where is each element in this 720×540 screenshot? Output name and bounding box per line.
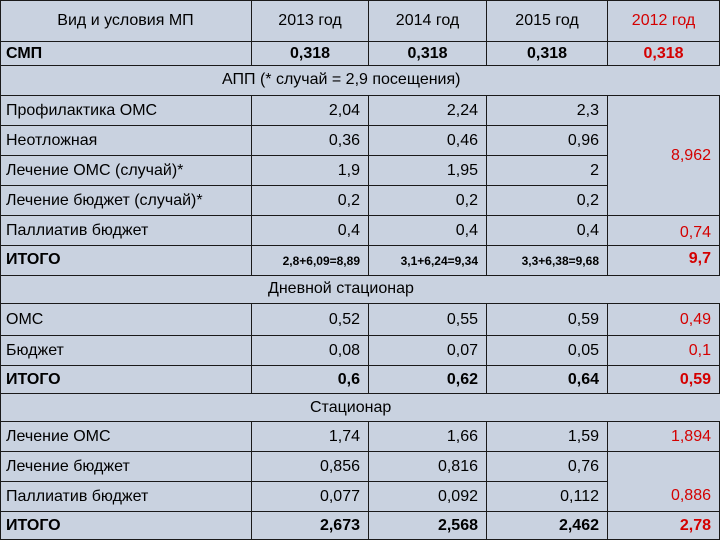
cell-value: 0,856 <box>252 452 369 482</box>
cell-value: 0,07 <box>369 336 487 366</box>
cell-value: 2,24 <box>369 96 487 126</box>
cell-value: 0,6 <box>252 366 369 394</box>
cell-value: 0,49 <box>608 304 720 336</box>
cell-value: 2,673 <box>252 512 369 540</box>
cell-value: 0,318 <box>487 42 608 66</box>
cell-value: 0,112 <box>487 482 608 512</box>
cell-value: 0,74 <box>608 216 720 246</box>
cell-value: 2,8+6,09=8,89 <box>252 246 369 276</box>
cell-value: 0,2 <box>252 186 369 216</box>
cell-value: 0,4 <box>252 216 369 246</box>
cell-value: 2,568 <box>369 512 487 540</box>
cell-value: 0,2 <box>369 186 487 216</box>
cell-value: 1,74 <box>252 422 369 452</box>
header-2013: 2013 год <box>252 0 369 42</box>
section-title: АПП (* случай = 2,9 посещения) <box>222 71 461 88</box>
cell-value-merged: 8,962 <box>608 96 720 216</box>
cell-value: 0,59 <box>608 366 720 394</box>
cell-value: 2,04 <box>252 96 369 126</box>
row-label: ОМС <box>0 304 252 336</box>
cell-value-merged: 0,886 <box>608 452 720 512</box>
cell-value: 3,3+6,38=9,68 <box>487 246 608 276</box>
row-label: Бюджет <box>0 336 252 366</box>
row-label: Паллиатив бюджет <box>0 216 252 246</box>
cell-value: 0,08 <box>252 336 369 366</box>
cell-value: 0,318 <box>608 42 720 66</box>
cell-value: 2,78 <box>608 512 720 540</box>
cell-value: 0,1 <box>608 336 720 366</box>
cell-value: 1,894 <box>608 422 720 452</box>
section-header-app <box>0 66 720 96</box>
cell-value: 0,077 <box>252 482 369 512</box>
cell-value: 0,4 <box>369 216 487 246</box>
cell-value: 0,092 <box>369 482 487 512</box>
cell-value: 1,66 <box>369 422 487 452</box>
header-2012: 2012 год <box>608 0 720 42</box>
cell-value: 0,55 <box>369 304 487 336</box>
total-label: ИТОГО <box>0 366 252 394</box>
cell-value: 0,59 <box>487 304 608 336</box>
row-label: Профилактика ОМС <box>0 96 252 126</box>
cell-value: 0,64 <box>487 366 608 394</box>
cell-value: 2,462 <box>487 512 608 540</box>
cell-value: 0,318 <box>369 42 487 66</box>
cell-value: 0,318 <box>252 42 369 66</box>
section-header-day <box>0 276 720 304</box>
row-label: Лечение ОМС (случай)* <box>0 156 252 186</box>
cell-value: 0,4 <box>487 216 608 246</box>
cell-value: 2,3 <box>487 96 608 126</box>
cell-value: 0,05 <box>487 336 608 366</box>
cell-value: 0,52 <box>252 304 369 336</box>
cell-value: 2 <box>487 156 608 186</box>
cell-value: 9,7 <box>608 246 720 276</box>
section-title: Дневной стационар <box>268 280 414 297</box>
row-label: Лечение бюджет <box>0 452 252 482</box>
cell-value: 0,46 <box>369 126 487 156</box>
header-label: Вид и условия МП <box>0 0 252 42</box>
header-2015: 2015 год <box>487 0 608 42</box>
cell-value: 0,62 <box>369 366 487 394</box>
total-label: ИТОГО <box>0 246 252 276</box>
section-header-hospital <box>0 394 720 422</box>
row-label: Неотложная <box>0 126 252 156</box>
row-label: Лечение бюджет (случай)* <box>0 186 252 216</box>
cell-value: 1,59 <box>487 422 608 452</box>
cell-value: 1,9 <box>252 156 369 186</box>
total-label: ИТОГО <box>0 512 252 540</box>
cell-value: 0,96 <box>487 126 608 156</box>
row-label: Паллиатив бюджет <box>0 482 252 512</box>
cell-value: 0,816 <box>369 452 487 482</box>
cell-value: 0,36 <box>252 126 369 156</box>
cell-value: 0,76 <box>487 452 608 482</box>
header-2014: 2014 год <box>369 0 487 42</box>
cell-value: 1,95 <box>369 156 487 186</box>
cell-value: 0,2 <box>487 186 608 216</box>
row-label: Лечение ОМС <box>0 422 252 452</box>
section-title: Стационар <box>310 399 392 416</box>
row-label: СМП <box>0 42 252 66</box>
cell-value: 3,1+6,24=9,34 <box>369 246 487 276</box>
